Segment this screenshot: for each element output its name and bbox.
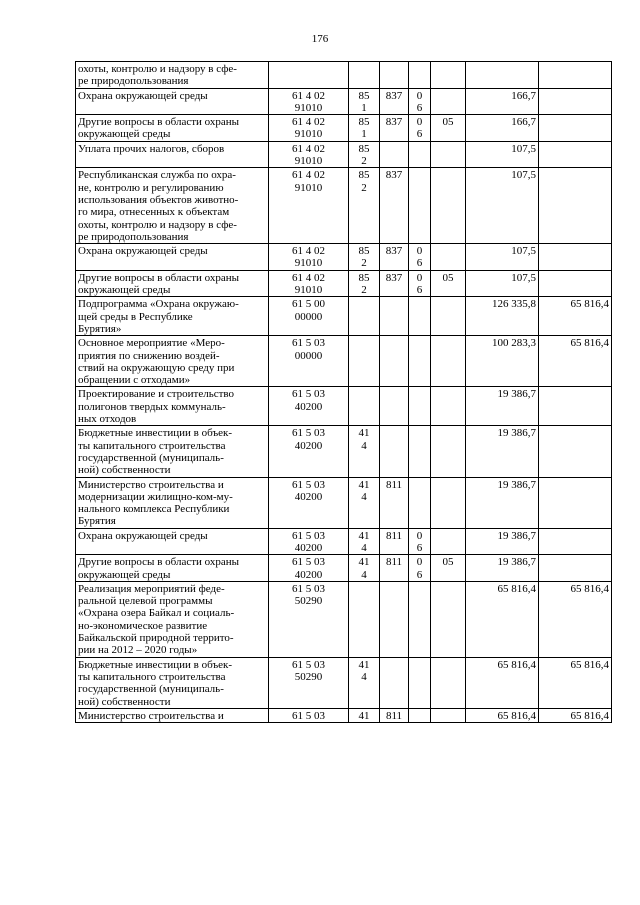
cell-subsection: [431, 297, 466, 336]
cell-expense-type: [349, 336, 380, 387]
cell-amount-1: 166,7: [466, 115, 539, 142]
table-row: [76, 657, 612, 708]
cell-name: Охрана окружающей среды: [76, 528, 269, 555]
cell-expense-type: 41 4: [349, 426, 380, 477]
cell-amount-2: [539, 387, 612, 426]
cell-subsection: [431, 62, 466, 89]
cell-name: Министерство строительства и: [76, 708, 269, 722]
cell-name: Другие вопросы в области охраны окружающей среды: [76, 270, 269, 297]
cell-subsection: [431, 581, 466, 657]
table-row: [76, 528, 612, 555]
cell-amount-2: [539, 477, 612, 528]
cell-section: [409, 581, 431, 657]
cell-chapter: [380, 297, 409, 336]
cell-target-article: [269, 62, 349, 89]
cell-name: Другие вопросы в области охраны окружающей среды: [76, 555, 269, 582]
cell-target-article: 61 5 03 40200: [269, 387, 349, 426]
cell-target-article: 61 4 02 91010: [269, 244, 349, 271]
cell-expense-type: 85 1: [349, 88, 380, 115]
cell-expense-type: [349, 62, 380, 89]
cell-amount-1: 107,5: [466, 270, 539, 297]
cell-subsection: [431, 477, 466, 528]
cell-target-article: 61 4 02 91010: [269, 88, 349, 115]
cell-amount-1: 126 335,8: [466, 297, 539, 336]
cell-target-article: 61 4 02 91010: [269, 270, 349, 297]
cell-section: [409, 336, 431, 387]
cell-expense-type: 41 4: [349, 555, 380, 582]
table-row: [76, 141, 612, 168]
cell-expense-type: 85 2: [349, 168, 380, 244]
cell-expense-type: 85 2: [349, 141, 380, 168]
cell-subsection: [431, 426, 466, 477]
cell-subsection: [431, 336, 466, 387]
cell-target-article: 61 5 03 00000: [269, 336, 349, 387]
table-row: [76, 62, 612, 89]
cell-target-article: 61 5 03 40200: [269, 555, 349, 582]
cell-section: 0 6: [409, 115, 431, 142]
cell-target-article: 61 4 02 91010: [269, 141, 349, 168]
cell-expense-type: 41 4: [349, 477, 380, 528]
cell-target-article: 61 4 02 91010: [269, 115, 349, 142]
table-row: [76, 244, 612, 271]
cell-expense-type: 85 2: [349, 270, 380, 297]
cell-section: [409, 387, 431, 426]
cell-chapter: 811: [380, 708, 409, 722]
cell-amount-1: [466, 62, 539, 89]
table-row: [76, 426, 612, 477]
cell-amount-2: 65 816,4: [539, 336, 612, 387]
cell-chapter: 837: [380, 270, 409, 297]
cell-target-article: 61 5 03 40200: [269, 528, 349, 555]
cell-section: [409, 477, 431, 528]
cell-section: [409, 708, 431, 722]
cell-subsection: [431, 387, 466, 426]
cell-amount-1: 65 816,4: [466, 581, 539, 657]
cell-amount-1: 100 283,3: [466, 336, 539, 387]
cell-amount-2: 65 816,4: [539, 708, 612, 722]
cell-amount-1: 19 386,7: [466, 528, 539, 555]
cell-amount-2: [539, 115, 612, 142]
cell-chapter: 811: [380, 528, 409, 555]
cell-expense-type: [349, 387, 380, 426]
cell-chapter: [380, 336, 409, 387]
cell-section: [409, 297, 431, 336]
cell-subsection: [431, 168, 466, 244]
cell-name: Республиканская служба по охра- не, контролю и регулированию использования объектов животно- го мира, отнесенных к объектам охоты, контролю и надзору в сфе- ре природопользования: [76, 168, 269, 244]
cell-chapter: 811: [380, 555, 409, 582]
table-row: [76, 581, 612, 657]
page-number: 176: [311, 33, 329, 45]
cell-subsection: 05: [431, 270, 466, 297]
cell-amount-2: [539, 62, 612, 89]
table-row: [76, 708, 612, 722]
cell-name: Уплата прочих налогов, сборов: [76, 141, 269, 168]
cell-section: [409, 141, 431, 168]
cell-section: [409, 168, 431, 244]
cell-name: Охрана окружающей среды: [76, 244, 269, 271]
cell-amount-1: 107,5: [466, 244, 539, 271]
cell-amount-1: 19 386,7: [466, 477, 539, 528]
table-row: [76, 477, 612, 528]
table-row: [76, 115, 612, 142]
cell-name: Основное мероприятие «Меро- приятия по снижению воздей- ствий на окружающую среду при обращении с отходами»: [76, 336, 269, 387]
cell-amount-2: [539, 141, 612, 168]
cell-chapter: [380, 387, 409, 426]
cell-section: 0 6: [409, 270, 431, 297]
cell-name: Подпрограмма «Охрана окружаю- щей среды в Республике Бурятия»: [76, 297, 269, 336]
cell-section: [409, 657, 431, 708]
cell-chapter: 811: [380, 477, 409, 528]
cell-expense-type: 41: [349, 708, 380, 722]
cell-chapter: 837: [380, 244, 409, 271]
cell-amount-1: 107,5: [466, 141, 539, 168]
cell-subsection: 05: [431, 115, 466, 142]
cell-amount-1: 65 816,4: [466, 708, 539, 722]
cell-chapter: 837: [380, 168, 409, 244]
table-row: [76, 297, 612, 336]
cell-target-article: 61 5 00 00000: [269, 297, 349, 336]
table-row: [76, 168, 612, 244]
cell-subsection: [431, 528, 466, 555]
cell-amount-2: 65 816,4: [539, 297, 612, 336]
cell-chapter: [380, 426, 409, 477]
cell-chapter: [380, 62, 409, 89]
cell-subsection: 05: [431, 555, 466, 582]
cell-amount-1: 65 816,4: [466, 657, 539, 708]
cell-amount-1: 19 386,7: [466, 555, 539, 582]
table-row: [76, 88, 612, 115]
cell-chapter: 837: [380, 88, 409, 115]
cell-subsection: [431, 244, 466, 271]
cell-chapter: 837: [380, 115, 409, 142]
table-row: [76, 336, 612, 387]
cell-name: Реализация мероприятий феде- ральной целевой программы «Охрана озера Байкал и социаль- но-экономическое развитие Байкальской природной террито- рии на 2012 – 2020 годы»: [76, 581, 269, 657]
cell-chapter: [380, 581, 409, 657]
cell-amount-2: [539, 426, 612, 477]
budget-table: [75, 61, 612, 723]
cell-expense-type: [349, 297, 380, 336]
cell-target-article: 61 5 03 40200: [269, 477, 349, 528]
cell-target-article: 61 5 03 50290: [269, 581, 349, 657]
cell-amount-1: 19 386,7: [466, 426, 539, 477]
cell-subsection: [431, 141, 466, 168]
cell-section: [409, 62, 431, 89]
cell-amount-2: [539, 168, 612, 244]
cell-target-article: 61 5 03 50290: [269, 657, 349, 708]
cell-amount-2: [539, 88, 612, 115]
cell-chapter: [380, 657, 409, 708]
cell-amount-1: 107,5: [466, 168, 539, 244]
cell-expense-type: 85 1: [349, 115, 380, 142]
cell-name: Другие вопросы в области охраны окружающей среды: [76, 115, 269, 142]
cell-expense-type: [349, 581, 380, 657]
cell-target-article: 61 4 02 91010: [269, 168, 349, 244]
cell-section: 0 6: [409, 244, 431, 271]
cell-section: 0 6: [409, 88, 431, 115]
cell-amount-2: [539, 270, 612, 297]
cell-amount-2: [539, 244, 612, 271]
cell-name: Министерство строительства и модернизации жилищно-ком-му- нального комплекса Республики Бурятия: [76, 477, 269, 528]
cell-name: Проектирование и строительство полигонов твердых коммуналь- ных отходов: [76, 387, 269, 426]
cell-amount-2: [539, 528, 612, 555]
cell-subsection: [431, 708, 466, 722]
cell-section: 0 6: [409, 528, 431, 555]
cell-section: 0 6: [409, 555, 431, 582]
cell-name: охоты, контролю и надзору в сфе- ре природопользования: [76, 62, 269, 89]
cell-amount-2: 65 816,4: [539, 581, 612, 657]
table-row: [76, 270, 612, 297]
cell-expense-type: 85 2: [349, 244, 380, 271]
cell-target-article: 61 5 03 40200: [269, 426, 349, 477]
cell-target-article: 61 5 03: [269, 708, 349, 722]
cell-subsection: [431, 657, 466, 708]
cell-name: Охрана окружающей среды: [76, 88, 269, 115]
cell-amount-1: 166,7: [466, 88, 539, 115]
cell-section: [409, 426, 431, 477]
cell-amount-2: 65 816,4: [539, 657, 612, 708]
table-row: [76, 555, 612, 582]
cell-chapter: [380, 141, 409, 168]
cell-name: Бюджетные инвестиции в объек- ты капитального строительства государственной (муниципаль- ной) собственности: [76, 426, 269, 477]
cell-amount-2: [539, 555, 612, 582]
cell-expense-type: 41 4: [349, 657, 380, 708]
cell-expense-type: 41 4: [349, 528, 380, 555]
cell-name: Бюджетные инвестиции в объек- ты капитального строительства государственной (муниципаль- ной) собственности: [76, 657, 269, 708]
table-row: [76, 387, 612, 426]
cell-subsection: [431, 88, 466, 115]
cell-amount-1: 19 386,7: [466, 387, 539, 426]
